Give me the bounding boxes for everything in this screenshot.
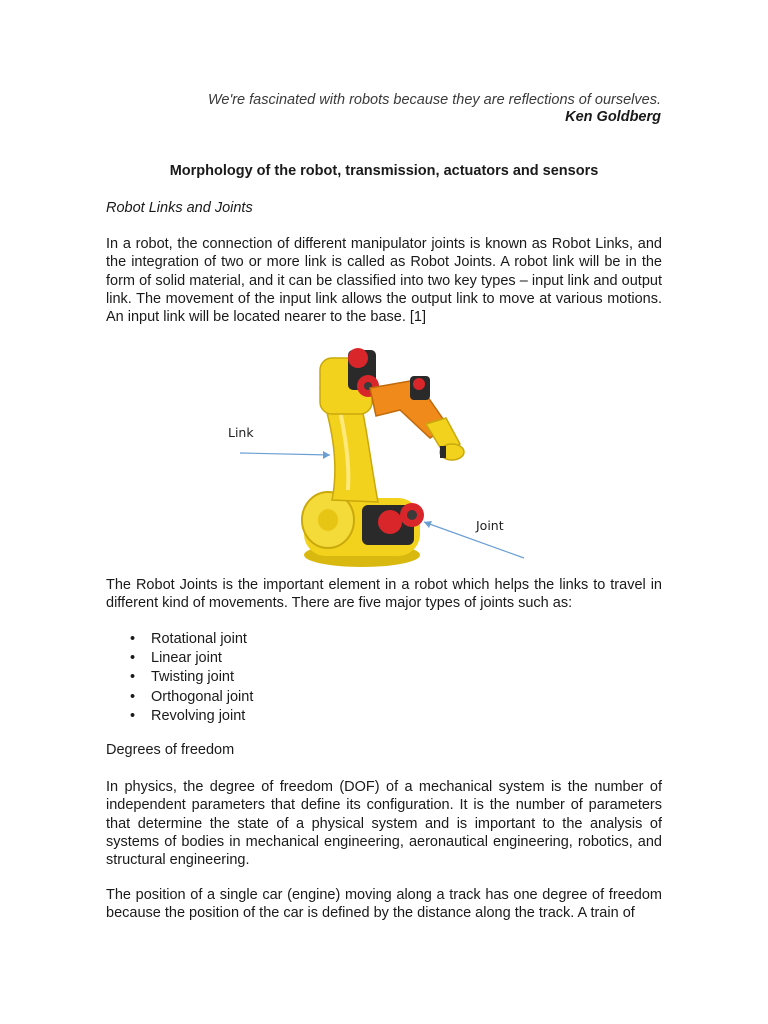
list-item: • Twisting joint	[106, 668, 253, 687]
link-label: Link	[228, 425, 254, 440]
list-item: • Rotational joint	[106, 630, 253, 649]
epigraph-text: We're fascinated with robots because they are reflections of ourselves.	[207, 92, 661, 108]
robot-arm-illustration	[220, 340, 550, 575]
robot-arm-figure	[220, 340, 550, 575]
epigraph	[208, 92, 661, 126]
joint-label: Joint	[476, 518, 504, 533]
paragraph-links-intro: In a robot, the connection of different manipulator joints is known as Robot Links, and the integration of two or more link is called as Robot Joints. A robot link will be in the form of solid material, and it can be classified into two key types – input link and output link. The movement of the input link allows the output link to move at various motions. An input link will be located nearer to the base. [1]	[106, 236, 662, 326]
list-item: • Revolving joint	[106, 707, 253, 726]
paragraph-dof-definition: In physics, the degree of freedom (DOF) of a mechanical system is the number of independent parameters that define its configuration. It is the number of parameters that determine the state of a physical system and is important to the analysis of systems of bodies in mechanical engineering, aeronautical engineering, robotics, and structural engineering.	[106, 779, 662, 869]
epigraph-author: Ken Goldberg	[565, 109, 661, 125]
page-title: Morphology of the robot, transmission, actuators and sensors	[169, 163, 599, 179]
joint-types-list	[106, 630, 253, 726]
section-heading-dof: Degrees of freedom	[106, 742, 235, 758]
paragraph-dof-example: The position of a single car (engine) moving along a track has one degree of freedom because the position of the car is defined by the distance along the track. A train of	[106, 887, 662, 922]
list-item: • Orthogonal joint	[106, 688, 253, 707]
paragraph-joints-intro: The Robot Joints is the important element in a robot which helps the links to travel in different kind of movements. There are five major types of joints such as:	[106, 577, 662, 612]
section-heading-links-joints: Robot Links and Joints	[106, 200, 253, 216]
list-item: • Linear joint	[106, 649, 253, 668]
